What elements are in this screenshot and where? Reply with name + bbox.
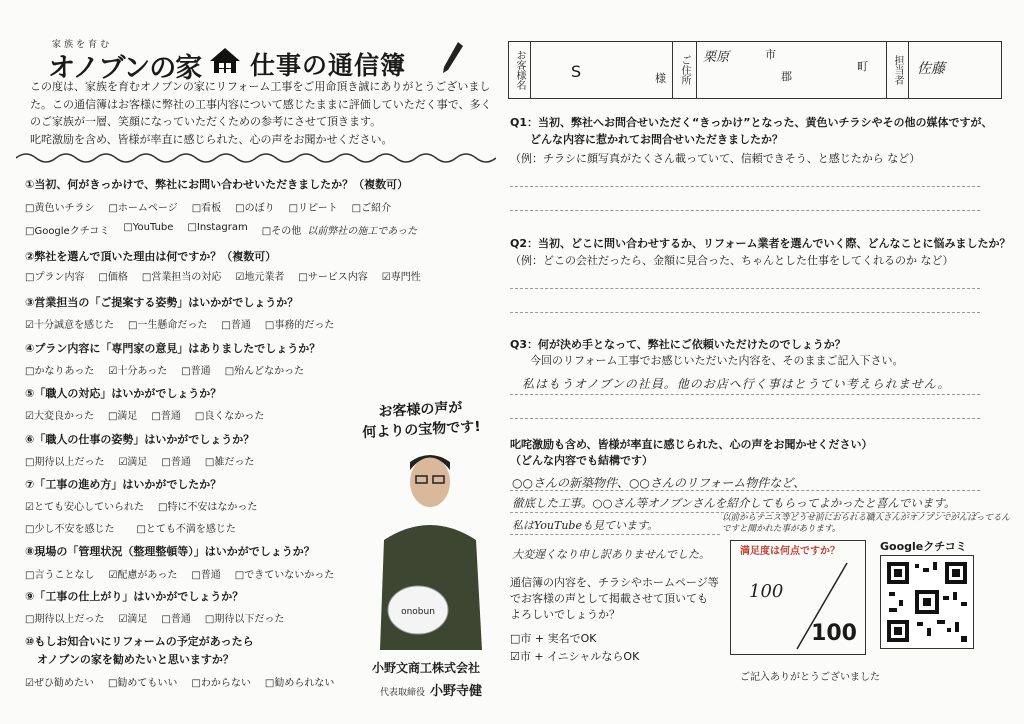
option[interactable]: ☑ぜひ勧めたい	[25, 678, 94, 689]
free-answer-4: 以前からテニス等どうせ前におられる職人さんがオノブンでがんばってるんですと聞かれた事があります。	[722, 513, 1010, 534]
option[interactable]: ☑配慮があった	[108, 570, 178, 581]
staff-value: 佐藤	[917, 61, 945, 77]
option[interactable]: ☑十分あった	[108, 366, 168, 377]
address-cell[interactable]	[697, 42, 887, 98]
question-8-options	[25, 566, 348, 581]
free-comment-line2: （どんな内容でも結構です）	[510, 454, 653, 467]
answer-line[interactable]	[510, 394, 980, 395]
question-5-options	[25, 407, 278, 422]
question-8: ⑧現場の「管理状況（整理整頓等）」はいかがでしょうか？	[25, 545, 315, 558]
option[interactable]: □とても不満を感じた	[136, 524, 236, 535]
page-title: 仕事の通信簿	[250, 51, 407, 80]
option[interactable]: □普通	[151, 411, 181, 422]
brand-logo: オノブンの家	[48, 53, 202, 84]
question-10-line2: オノブンの家を勧めたいと思いますか？	[37, 653, 234, 666]
sama-label: 様	[655, 72, 666, 85]
question-4-options	[25, 362, 318, 377]
free-answer-1: ○○さんの新築物件、○○さんのリフォーム物件など、	[512, 476, 806, 490]
publish-question-1: 通信簿の内容を、チラシやホームページ等	[510, 576, 719, 589]
option[interactable]: ☑地元業者	[235, 272, 285, 283]
q2-line1: Q2：当初、どこに問い合わせするか、リフォーム業者を選んでいく際、どんなことに悩みましたか？	[510, 237, 1011, 250]
option[interactable]: □勧めてもいい	[107, 678, 178, 689]
option[interactable]: □一生懸命だった	[127, 320, 208, 331]
qr-code[interactable]	[880, 555, 974, 649]
option[interactable]: □黄色いチラシ	[25, 203, 95, 214]
name-value: S	[571, 62, 582, 81]
score-value: 100	[749, 581, 784, 602]
representative: 代表取締役 小野寺健	[379, 684, 483, 699]
option[interactable]: □殆んどなかった	[224, 366, 305, 377]
question-10: ⑩もしお知合いにリフォームの予定があったら	[25, 635, 254, 648]
question-9: ⑨「工事の仕上がり」はいかがでしょうか？	[25, 590, 244, 603]
address-pref: 栗原	[703, 50, 730, 65]
address-label: ご住所	[673, 42, 697, 98]
question-7: ⑦「工事の進め方」はいかがでしたか？	[25, 478, 222, 491]
option[interactable]: □普通	[181, 366, 211, 377]
option[interactable]: □Instagram	[187, 222, 248, 233]
question-9-options	[25, 610, 298, 625]
question-2-options	[25, 268, 435, 283]
question-1: ①当初、何がきっかけで、弊社にお問い合わせいただきましたか？（複数可）	[25, 178, 409, 191]
publish-option-realname[interactable]: □市 + 実名でOK	[510, 632, 597, 645]
question-1-options-row2	[25, 222, 417, 237]
score-box[interactable]	[730, 540, 866, 655]
option[interactable]: □ご紹介	[351, 203, 392, 214]
option[interactable]: □期待以上だった	[25, 457, 105, 468]
handwritten-note: 以前弊社の施工であった	[307, 226, 418, 237]
answer-line[interactable]	[510, 512, 980, 513]
q3-answer: 私はもうオノブンの社員。他のお店へ行く事はとうてい考えられません。	[522, 377, 951, 391]
option[interactable]: □価格	[98, 272, 128, 283]
address-town: 町	[857, 60, 868, 73]
pencil-icon	[440, 40, 464, 76]
question-1-options-row1	[25, 199, 405, 214]
q2-example: （例：どこの会社だったら、金額に見合った、ちゃんとした仕事をしてくれるのか など）	[510, 254, 954, 267]
name-cell[interactable]	[531, 42, 673, 98]
q1-line1: Q1：当初、弊社へお問合せいただく“きっかけ”となった、黄色いチラシやその他の媒体ですが、	[510, 116, 993, 129]
brand-tagline: 家族を育む	[52, 40, 113, 50]
thanks-text: ご記入ありがとうございました	[740, 672, 880, 683]
question-4: ④プラン内容に「専門家の意見」はありましたでしょうか？	[25, 342, 321, 355]
q3-line2: 今回のリフォーム工事でお感じいただいた内容を、そのままご記入下さい。	[530, 354, 904, 367]
question-3: ③営業担当の「ご提案する姿勢」はいかがでしょうか？	[25, 296, 299, 309]
question-6-options	[25, 453, 268, 468]
question-3-options	[25, 316, 348, 331]
option[interactable]: ☑満足	[118, 457, 148, 468]
option[interactable]: □リピート	[288, 203, 338, 214]
question-5: ⑤「職人の対応」はいかがでしょうか？	[25, 387, 222, 400]
option[interactable]: □ホームページ	[108, 203, 178, 214]
publish-question-3: よろしいでしょうか？	[510, 608, 620, 621]
question-2: ②弊社を選んで頂いた理由は何ですか？（複数可）	[25, 250, 277, 263]
wavy-divider	[16, 150, 496, 166]
option[interactable]: ☑十分誠意を感じた	[25, 320, 114, 331]
option[interactable]: ☑満足	[118, 614, 148, 625]
q3-line1: Q3：何が決め手となって、弊社にご依頼いただけたのでしょうか？	[510, 338, 846, 351]
answer-line[interactable]	[510, 312, 980, 313]
option[interactable]: □Googleクチコミ	[25, 226, 110, 237]
publish-question-2: でお客様の声として掲載させて頂いても	[510, 592, 708, 605]
google-review-label: Googleクチコミ	[880, 540, 967, 553]
house-icon	[208, 46, 242, 74]
option[interactable]: □プラン内容	[25, 272, 85, 283]
q1-line2: どんな内容に惹かれてお問合せいただきましたか？	[530, 133, 783, 146]
option[interactable]: □良くなかった	[194, 411, 265, 422]
name-label: お客様名	[509, 42, 531, 98]
option[interactable]: □わからない	[191, 678, 251, 689]
option[interactable]: □特に不安はなかった	[157, 502, 258, 513]
option[interactable]: □かなりあった	[25, 366, 95, 377]
answer-line[interactable]	[510, 186, 980, 187]
option[interactable]: □期待以下だった	[204, 614, 285, 625]
free-answer-3: 私はYouTubeも見ています。	[512, 519, 659, 532]
free-answer-5: 大変遅くなり申し訳ありませんでした。	[512, 548, 710, 561]
option[interactable]: □普通	[161, 457, 191, 468]
qr-code-icon	[881, 556, 973, 648]
staff-label: 担当者	[887, 42, 909, 98]
option[interactable]: □満足	[107, 411, 138, 422]
option[interactable]: □できていないかった	[234, 570, 335, 581]
answer-line[interactable]	[510, 418, 980, 419]
customer-voice-badge: お客様の声が 何よりの宝物です!	[361, 399, 482, 442]
score-max: 100	[811, 621, 857, 646]
option[interactable]: □看板	[191, 203, 222, 214]
question-7-options-row1	[25, 498, 271, 513]
answer-line[interactable]	[510, 534, 720, 535]
option[interactable]: ☑大変良かった	[25, 411, 94, 422]
free-answer-2: 徹底した工事。○○さん等オノブンさんを紹介してもらってよかったと喜んでいます。	[512, 496, 956, 510]
free-comment-line1: 叱咤激励も含め、皆様が率直に感じられた、心の声をお聞かせください）	[510, 438, 873, 451]
question-6: ⑥「職人の仕事の姿勢」はいかがでしょうか？	[25, 433, 255, 446]
option[interactable]: □言うことなし	[25, 570, 95, 581]
question-10-options	[25, 674, 348, 689]
company-name: 小野文商工株式会社	[371, 661, 480, 675]
option[interactable]: □事務的だった	[264, 320, 335, 331]
option[interactable]: □少し不安を感じた	[25, 524, 115, 535]
option[interactable]: □普通	[161, 614, 191, 625]
answer-line[interactable]	[510, 490, 980, 491]
option[interactable]: ☑専門性	[381, 272, 421, 283]
option[interactable]: □のぼり	[235, 203, 275, 214]
option[interactable]: □YouTube	[123, 222, 174, 233]
score-label: 満足度は何点ですか？	[740, 546, 840, 557]
option[interactable]: □その他	[261, 226, 302, 237]
publish-option-initial[interactable]: ☑市 + イニシャルならOK	[510, 650, 640, 663]
answer-line[interactable]	[510, 288, 980, 289]
option[interactable]: □期待以上だった	[25, 614, 105, 625]
option[interactable]: ☑とても安心していられた	[25, 502, 144, 513]
answer-line[interactable]	[510, 210, 980, 211]
option[interactable]: □普通	[221, 320, 251, 331]
address-city: 市	[765, 48, 776, 61]
option[interactable]: □サービス内容	[298, 272, 368, 283]
option[interactable]: □普通	[191, 570, 221, 581]
address-gun: 郡	[781, 70, 792, 83]
question-7-options-row2	[25, 520, 250, 535]
option[interactable]: □営業担当の対応	[141, 272, 222, 283]
customer-info-table	[508, 41, 1002, 99]
option[interactable]: □雑だった	[204, 457, 255, 468]
svg-text:onobun: onobun	[401, 607, 435, 617]
intro-text: この度は、家族を育むオノブンの家にリフォーム工事をご用命頂き誠にありがとうございまし た。この通信簿はお客様に弊社の工事内容について感じたままに評価していただく事で、多く のご家族が一層、笑顔になっていただくための参考にさせて頂きます。 叱咤激励を含め、皆様が率直に感じられた、心の声をお聞かせください。	[30, 80, 492, 146]
president-portrait	[370, 440, 490, 650]
option[interactable]: □勧められない	[264, 678, 335, 689]
q1-example: （例：チラシに顔写真がたくさん載っていて、信頼できそう、と感じたから など）	[510, 152, 921, 165]
